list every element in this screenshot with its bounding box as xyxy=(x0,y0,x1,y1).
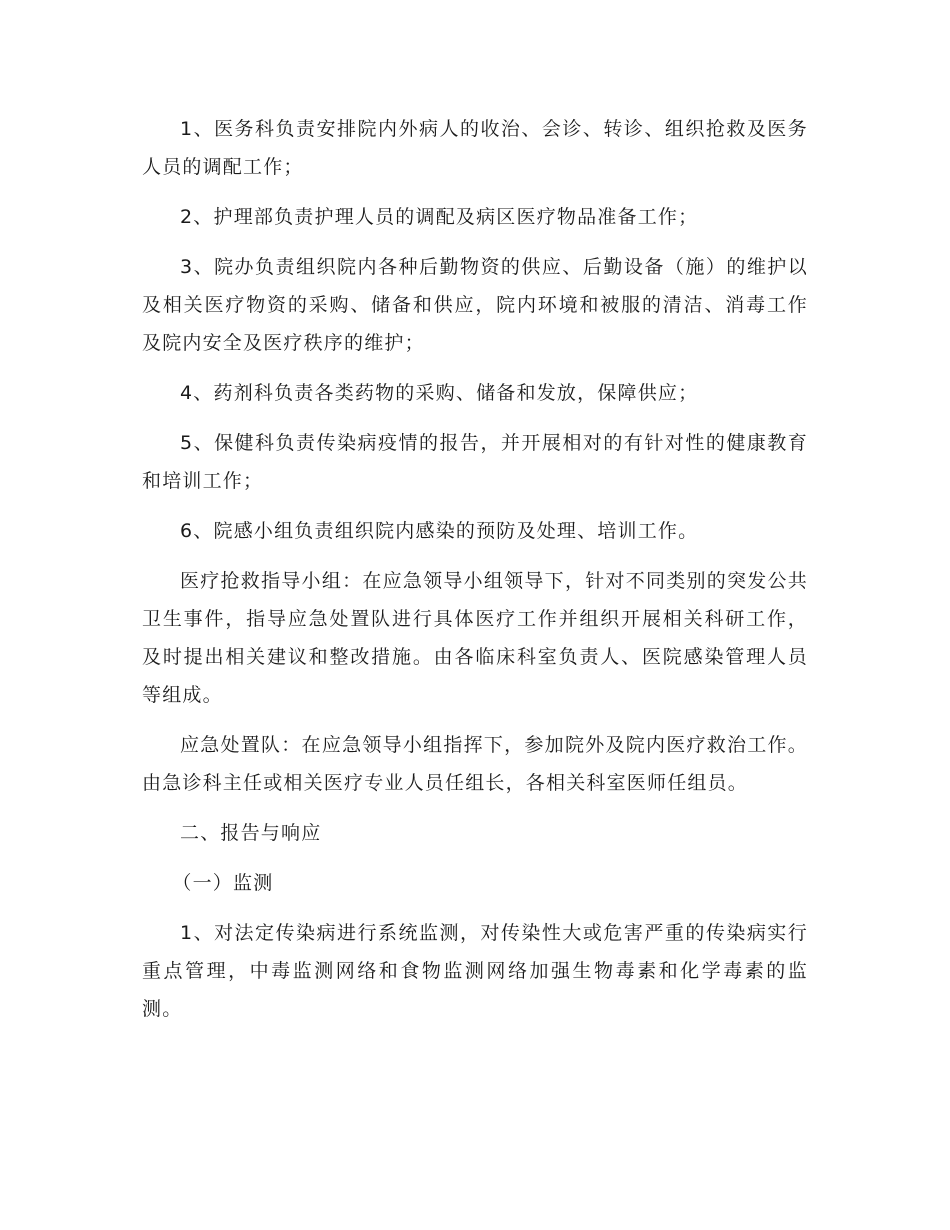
paragraph-nursing: 2、护理部负责护理人员的调配及病区医疗物品准备工作； xyxy=(180,206,699,228)
section-heading-report-response: 二、报告与响应 xyxy=(180,822,322,844)
paragraph-medical-affairs: 1、医务科负责安排院内外病人的收治、会诊、转诊、组织抢救及医务人员的调配工作； xyxy=(142,118,808,178)
paragraph-emergency-team: 应急处置队：在应急领导小组指挥下，参加院外及院内医疗救治工作。由急诊科主任或相关医疗专业人员任组长，各相关科室医师任组员。 xyxy=(142,734,808,794)
paragraph-infection-control: 6、院感小组负责组织院内感染的预防及处理、培训工作。 xyxy=(180,520,699,542)
paragraph-hospital-office: 3、院办负责组织院内各种后勤物资的供应、后勤设备（施）的维护以及相关医疗物资的采购、储备和供应，院内环境和被服的清洁、消毒工作及院内安全及医疗秩序的维护； xyxy=(142,256,808,354)
subsection-heading-monitoring: （一）监测 xyxy=(172,872,274,894)
paragraph-rescue-guidance-group: 医疗抢救指导小组：在应急领导小组领导下，针对不同类别的突发公共卫生事件，指导应急处置队进行具体医疗工作并组织开展相关科研工作，及时提出相关建议和整改措施。由各临床科室负责人、医院感染管理人员等组成。 xyxy=(142,570,808,706)
paragraph-pharmacy: 4、药剂科负责各类药物的采购、储备和发放，保障供应； xyxy=(180,382,699,404)
document-body xyxy=(142,110,808,1040)
paragraph-health-care: 5、保健科负责传染病疫情的报告，并开展相对的有针对性的健康教育和培训工作； xyxy=(142,432,808,492)
paragraph-disease-monitoring: 1、对法定传染病进行系统监测，对传染性大或危害严重的传染病实行重点管理，中毒监测网络和食物监测网络加强生物毒素和化学毒素的监测。 xyxy=(142,922,808,1020)
